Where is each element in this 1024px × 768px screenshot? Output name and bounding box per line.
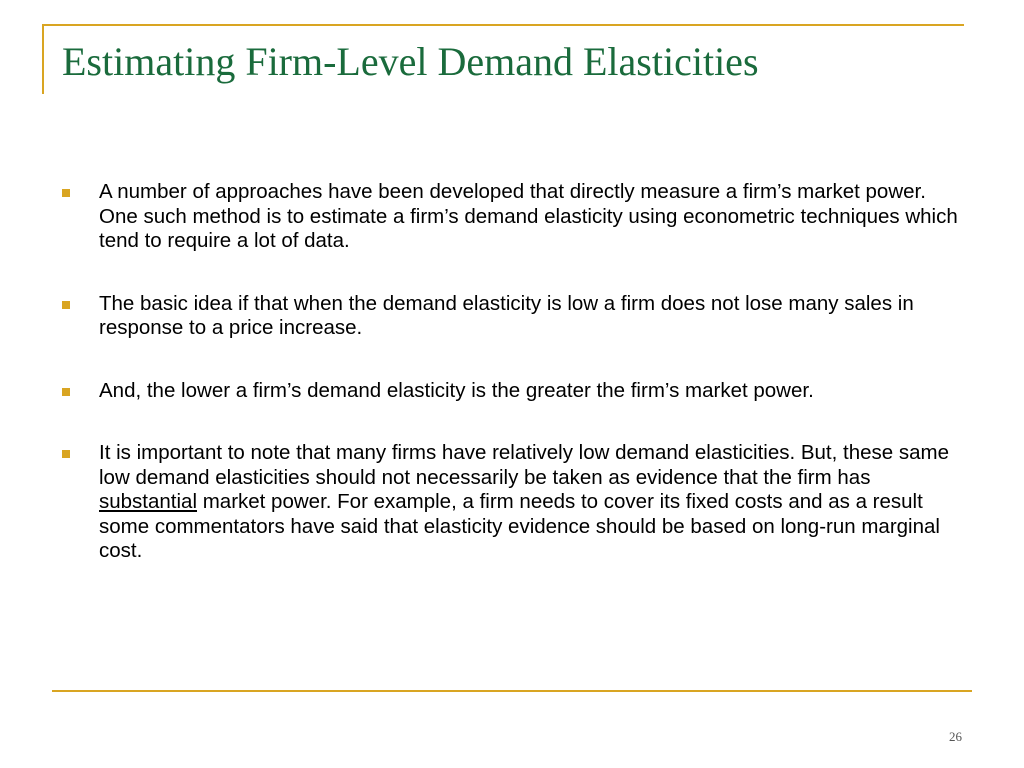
bullet-text: The basic idea if that when the demand elasticity is low a firm does not lose many sales in response to a price increase. [99,291,914,339]
top-border-line [42,24,964,26]
bullet-text: And, the lower a firm’s demand elasticity is the greater the firm’s market power. [99,378,814,402]
square-bullet-icon [62,301,70,309]
bullet-list [62,180,962,602]
bullet-item [62,441,962,564]
bullet-text-end: market power. For example, a firm needs to cover its fixed costs and as a result some commentators have said that elasticity evidence should be based on long-run marginal cost. [99,490,940,562]
bullet-item [62,180,962,254]
square-bullet-icon [62,450,70,458]
square-bullet-icon [62,388,70,396]
slide-title: Estimating Firm-Level Demand Elasticities [62,39,759,84]
bullet-item [62,379,962,404]
page-number: 26 [949,729,962,744]
left-border-line [42,24,44,94]
bullet-item [62,292,962,341]
bullet-text-start: It is important to note that many firms have relatively low demand elasticities. But, these same low demand elasticities should not necessarily be taken as evidence that the firm has [99,441,949,489]
bullet-text: A number of approaches have been developed that directly measure a firm’s market power. One such method is to estimate a firm’s demand elasticity using econometric techniques which tend to require a lot of data. [99,180,958,252]
footer-divider [52,690,972,692]
underlined-emphasis: substantial [99,490,198,513]
square-bullet-icon [62,189,70,197]
